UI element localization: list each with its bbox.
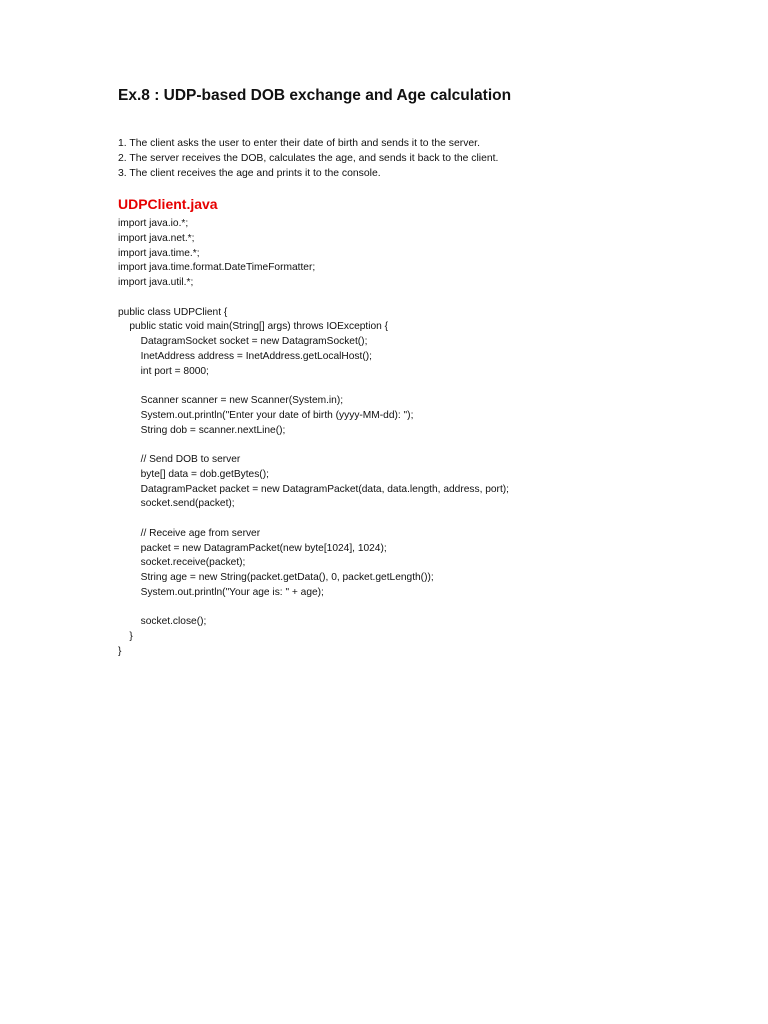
code-line: import java.net.*; bbox=[118, 232, 195, 244]
steps-list bbox=[118, 136, 498, 181]
code-line: int port = 8000; bbox=[118, 365, 209, 377]
code-line: public static void main(String[] args) throws IOException { bbox=[118, 321, 389, 333]
code-line bbox=[118, 601, 509, 616]
code-block bbox=[118, 217, 509, 660]
file-heading: UDPClient.java bbox=[118, 196, 218, 212]
code-line bbox=[118, 291, 509, 306]
code-line: String dob = scanner.nextLine(); bbox=[118, 424, 286, 436]
code-line bbox=[118, 512, 509, 527]
code-line bbox=[118, 379, 509, 394]
code-line: // Receive age from server bbox=[118, 527, 261, 539]
code-line: public class UDPClient { bbox=[118, 306, 228, 318]
code-line: import java.time.*; bbox=[118, 247, 200, 259]
step-item: 2. The server receives the DOB, calculates the age, and sends it back to the client. bbox=[118, 153, 499, 164]
code-line: } bbox=[118, 645, 122, 657]
code-line: System.out.println("Enter your date of birth (yyyy-MM-dd): "); bbox=[118, 409, 414, 421]
code-line: System.out.println("Your age is: " + age); bbox=[118, 586, 324, 598]
code-line: Scanner scanner = new Scanner(System.in); bbox=[118, 395, 344, 406]
code-line: import java.util.*; bbox=[118, 277, 194, 288]
code-line: InetAddress address = InetAddress.getLocalHost(); bbox=[118, 350, 372, 362]
code-line: // Send DOB to server bbox=[118, 454, 241, 465]
code-line: socket.send(packet); bbox=[118, 498, 235, 510]
code-line: import java.io.*; bbox=[118, 218, 189, 229]
code-line: socket.receive(packet); bbox=[118, 557, 246, 569]
step-item: 1. The client asks the user to enter their date of birth and sends it to the server. bbox=[118, 138, 480, 149]
code-line: byte[] data = dob.getBytes(); bbox=[118, 468, 269, 480]
code-line bbox=[118, 438, 509, 453]
code-line: DatagramSocket socket = new DatagramSocket(); bbox=[118, 336, 368, 347]
page-title: Ex.8 : UDP-based DOB exchange and Age calculation bbox=[118, 87, 512, 104]
code-line: socket.close(); bbox=[118, 616, 207, 628]
code-line: import java.time.format.DateTimeFormatter; bbox=[118, 262, 316, 274]
code-line: String age = new String(packet.getData(), 0, packet.getLength()); bbox=[118, 572, 434, 583]
code-line: } bbox=[118, 631, 133, 642]
code-line: packet = new DatagramPacket(new byte[1024], 1024); bbox=[118, 542, 387, 554]
code-line: DatagramPacket packet = new DatagramPacket(data, data.length, address, port); bbox=[118, 483, 510, 495]
step-item: 3. The client receives the age and prints it to the console. bbox=[118, 168, 381, 179]
